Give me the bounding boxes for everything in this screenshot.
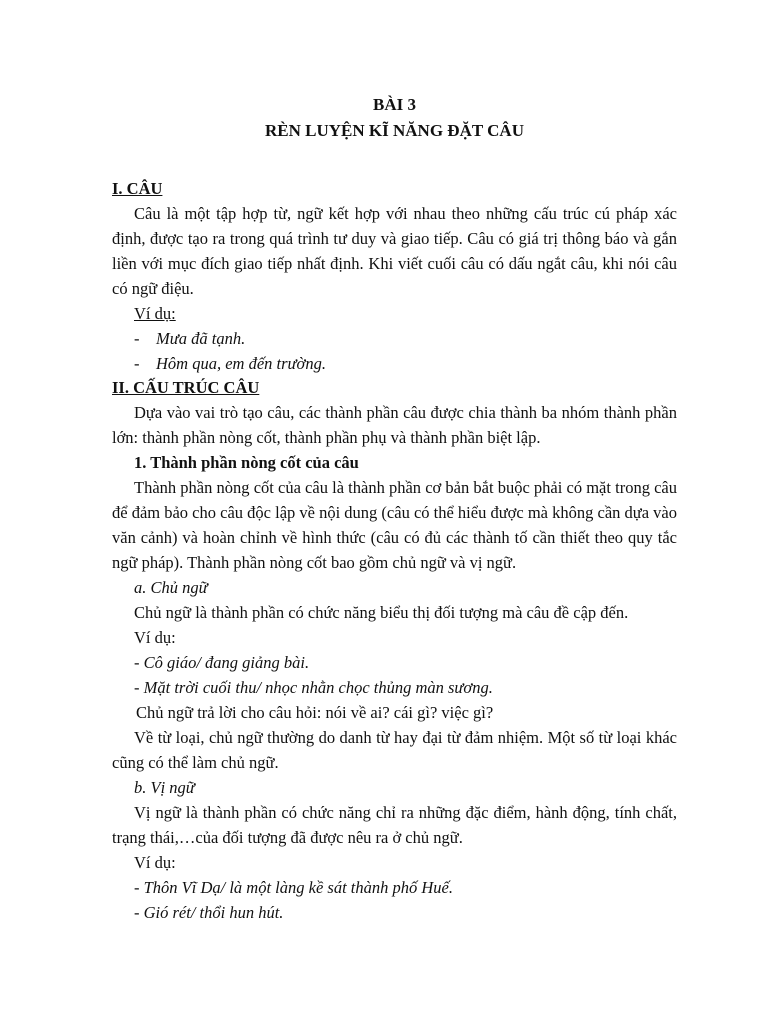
section1-paragraph: Câu là một tập hợp từ, ngữ kết hợp với nhau theo những cấu trúc cú pháp xác định, được tạo ra trong quá trình tư duy và giao tiếp. Câu có giá trị thông báo và gắn liền với mục đích giao tiếp nhất định. Khi viết cuối câu có dấu ngắt câu, khi nói câu có ngữ điệu. — [112, 204, 677, 298]
predicate-example-2: - Gió rét/ thổi hun hút. — [134, 903, 284, 922]
dash-marker: - — [134, 354, 140, 373]
subject-example-1: - Cô giáo/ đang giảng bài. — [134, 653, 310, 672]
example-text: Hôm qua, em đến trường. — [156, 354, 326, 373]
subject-example-2: - Mặt trời cuối thu/ nhọc nhằn chọc thủng màn sương. — [134, 678, 493, 697]
subsection1-paragraph: Thành phần nòng cốt của câu là thành phần cơ bản bắt buộc phải có mặt trong câu để đảm bảo cho câu độc lập về nội dung (câu có thể hiểu được mà không cần dựa vào văn cảnh) và hoàn chỉnh về hình thức (câu có đủ các thành tố cần thiết theo quy tắc ngữ pháp). Thành phần nòng cốt bao gồm chủ ngữ và vị ngữ. — [112, 478, 677, 572]
predicate-label: b. Vị ngữ — [134, 778, 195, 797]
lesson-title: RÈN LUYỆN KĨ NĂNG ĐẶT CÂU — [265, 121, 524, 140]
predicate-definition: Vị ngữ là thành phần có chức năng chỉ ra những đặc điểm, hành động, tính chất, trạng thái,…của đối tượng đã được nêu ra ở chủ ngữ. — [112, 803, 677, 847]
section2-heading: II. CẤU TRÚC CÂU — [112, 378, 260, 397]
subsection1-heading: 1. Thành phần nòng cốt của câu — [134, 453, 359, 472]
section2-paragraph: Dựa vào vai trò tạo câu, các thành phần câu được chia thành ba nhóm thành phần lớn: thành phần nòng cốt, thành phần phụ và thành phần biệt lập. — [112, 403, 677, 447]
section1-example-2 — [112, 351, 677, 376]
example-text: Mưa đã tạnh. — [156, 329, 246, 348]
lesson-number: BÀI 3 — [373, 95, 416, 114]
section1-example-label: Ví dụ: — [134, 304, 176, 323]
subject-label: a. Chủ ngữ — [134, 578, 208, 597]
subject-question: Chủ ngữ trả lời cho câu hỏi: nói về ai? cái gì? việc gì? — [136, 703, 494, 722]
subject-word-type: Về từ loại, chủ ngữ thường do danh từ hay đại từ đảm nhiệm. Một số từ loại khác cũng có thể làm chủ ngữ. — [112, 728, 677, 772]
subject-example-label: Ví dụ: — [134, 628, 176, 647]
predicate-example-label: Ví dụ: — [134, 853, 176, 872]
predicate-example-1: - Thôn Vĩ Dạ/ là một làng kề sát thành phố Huế. — [134, 878, 453, 897]
section1-example-1 — [112, 326, 677, 351]
section1-heading: I. CÂU — [112, 179, 163, 198]
dash-marker: - — [134, 329, 140, 348]
document-page — [112, 92, 677, 925]
subject-definition: Chủ ngữ là thành phần có chức năng biểu thị đối tượng mà câu đề cập đến. — [134, 603, 629, 622]
